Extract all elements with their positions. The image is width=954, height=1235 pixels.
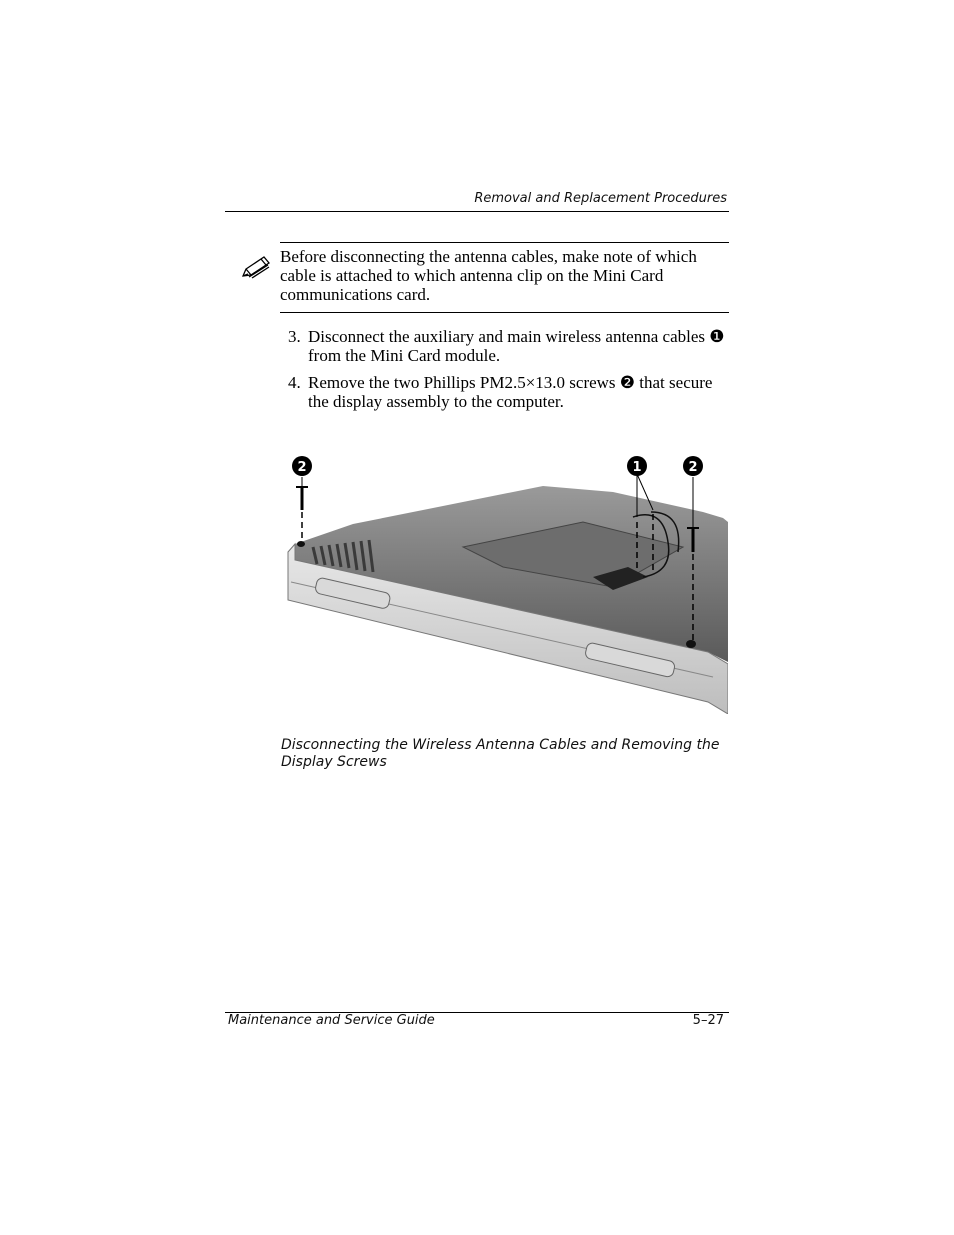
list-item bbox=[288, 327, 728, 365]
callout-1: 1 bbox=[632, 460, 642, 475]
note-divider-bottom bbox=[280, 312, 729, 313]
step-list bbox=[288, 327, 728, 419]
step-text: Disconnect the auxiliary and main wireless antenna cables ❶ from the Mini Card module. bbox=[308, 327, 725, 365]
laptop-illustration bbox=[283, 452, 728, 714]
callout-2-right: 2 bbox=[688, 460, 698, 475]
note-text: Before disconnecting the antenna cables, make note of which cable is attached to which antenna clip on the Mini Card communications card. bbox=[280, 247, 697, 304]
figure-caption: Disconnecting the Wireless Antenna Cables and Removing the Display Screws bbox=[281, 737, 720, 770]
page-number: 5–27 bbox=[692, 1013, 724, 1028]
step-text: Remove the two Phillips PM2.5×13.0 screws ❷ that secure the display assembly to the computer. bbox=[308, 373, 713, 411]
footer-guide-title: Maintenance and Service Guide bbox=[228, 1013, 435, 1028]
note-divider-top bbox=[280, 242, 729, 243]
list-item bbox=[288, 373, 728, 411]
running-header: Removal and Replacement Procedures bbox=[474, 191, 727, 206]
callout-2-left: 2 bbox=[297, 460, 307, 475]
step-number: 4. bbox=[288, 373, 301, 392]
pencil-note-icon bbox=[240, 254, 272, 280]
step-number: 3. bbox=[288, 327, 301, 346]
header-divider bbox=[225, 211, 729, 212]
